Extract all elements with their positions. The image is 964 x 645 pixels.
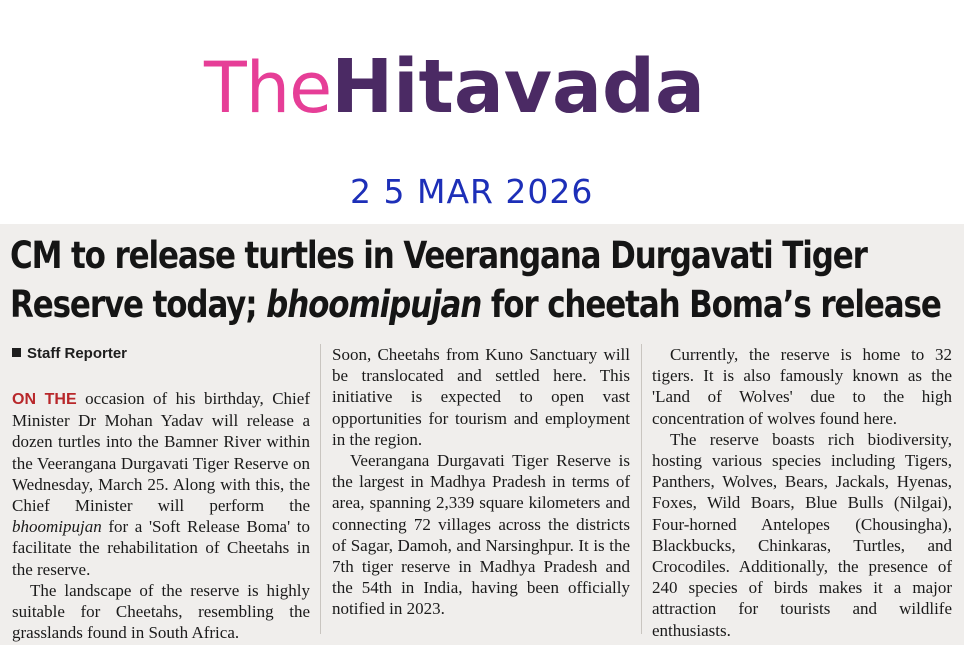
column-divider — [641, 344, 642, 634]
article-column-2 — [332, 344, 630, 620]
lead-in: ON THE — [12, 391, 77, 408]
masthead-logo — [204, 44, 705, 140]
headline-line-1: CM to release turtles in Veerangana Durgavati Tiger — [10, 234, 867, 277]
headline-line-2 — [10, 283, 941, 326]
article-column-1 — [12, 388, 310, 643]
column-3-paragraph-1: Currently, the reserve is home to 32 tigers. It is also famously known as the 'Land of Wolves' due to the high concentration of wolves found here. — [652, 345, 952, 428]
column-divider — [320, 344, 321, 634]
article-column-3 — [652, 344, 952, 641]
byline-square-icon — [12, 348, 21, 357]
byline — [12, 345, 127, 362]
headline-line-2-italic: bhoomipujan — [266, 283, 482, 326]
column-1-paragraph-1-end: for a 'Soft Release Boma' to facilitate the rehabilitation of Cheetahs in the reserve. — [12, 517, 310, 579]
column-1-paragraph-1-italic: bhoomipujan — [12, 517, 102, 537]
column-1-paragraph-1 — [12, 388, 310, 580]
column-2-paragraph-2: Veerangana Durgavati Tiger Reserve is the largest in Madhya Pradesh in terms of area, spanning 2,339 square kilometers and connecting 72 villages across the districts of Sagar, Damoh, and Narsinghpur. It is the 7th tiger reserve in Madhya Pradesh and the 54th in India, having been officially notified in 2023. — [332, 451, 630, 619]
column-3-paragraph-2: The reserve boasts rich biodiversity, hosting various species including Tigers, Panthers, Wolves, Bears, Jackals, Hyenas, Foxes, Wild Boars, Blue Bulls (Nilgai), Four-horned Antelopes (Chousingha), Blackbucks, Chinkaras, Turtles, and Crocodiles. Additionally, the presence of 240 species of birds makes it a major attraction for tourists and wildlife enthusiasts. — [652, 429, 952, 640]
column-2-paragraph-1: Soon, Cheetahs from Kuno Sanctuary will be translocated and settled here. This initiative is expected to open vast opportunities for tourism and employment in the region. — [332, 345, 630, 449]
masthead-name: Hitavada — [331, 44, 705, 130]
byline-text: Staff Reporter — [27, 345, 128, 362]
column-1-paragraph-1-text: occasion of his birthday, Chief Minister Dr Mohan Yadav will release a dozen turtles into the Bamner River within the Veerangana Durgavati Tiger Reserve on Wednesday, March 25. Along with this, the Chief Minister will perform the — [12, 389, 310, 516]
date-stamp: 2 5 MAR 2026 — [350, 172, 594, 211]
column-1-paragraph-2: The landscape of the reserve is highly suitable for Cheetahs, resembling the grasslands found in South Africa. — [12, 580, 310, 643]
headline-line-2-part-c: for cheetah Boma’s release — [481, 283, 941, 326]
headline-line-2-part-a: Reserve today; — [10, 283, 267, 326]
masthead-the: The — [204, 47, 332, 129]
